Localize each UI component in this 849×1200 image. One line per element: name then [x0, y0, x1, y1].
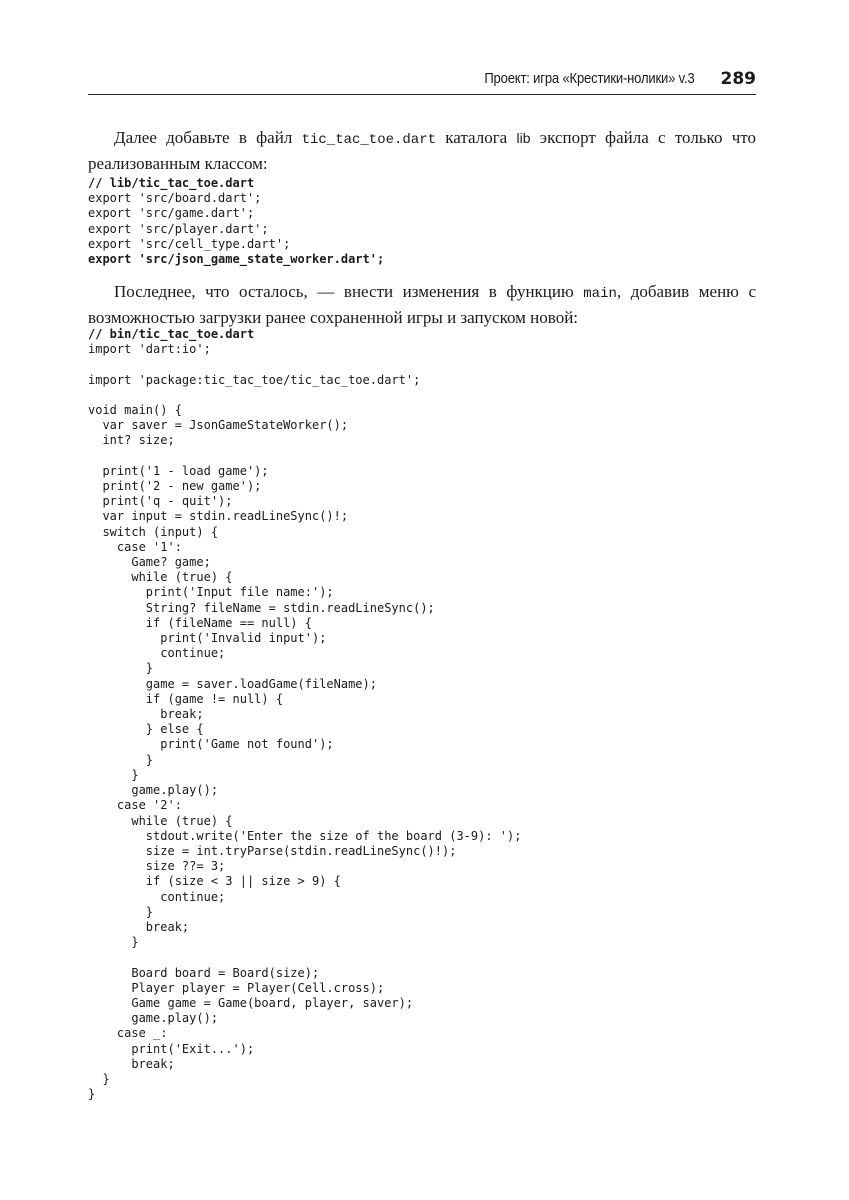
code-line: var saver = JsonGameStateWorker(); [88, 418, 349, 433]
code-line: Game? game; [88, 555, 211, 570]
code-line: switch (input) { [88, 524, 219, 539]
code-line: export 'src/player.dart'; [88, 221, 269, 236]
code-line: Player player = Player(Cell.cross); [88, 980, 385, 995]
code-line: } [88, 752, 154, 767]
paragraph-main-intro [88, 280, 756, 329]
paragraph-text: Последнее, что осталось, — внести изменения в функцию [114, 282, 584, 301]
code-line: import 'package:tic_tac_toe/tic_tac_toe.dart'; [88, 372, 421, 387]
code-line: export 'src/cell_type.dart'; [88, 236, 291, 251]
code-line: } [88, 1071, 110, 1086]
code-line: continue; [88, 889, 226, 904]
running-header [88, 64, 756, 95]
code-line: size ??= 3; [88, 859, 226, 874]
code-line: if (game != null) { [88, 691, 284, 706]
code-line: } [88, 904, 154, 919]
paragraph-text: каталога [436, 128, 517, 147]
page-number: 289 [720, 69, 756, 89]
code-line: } [88, 1087, 96, 1102]
inline-code-filename: tic_tac_toe.dart [301, 132, 437, 148]
code-line: case _: [88, 1026, 168, 1041]
code-line: void main() { [88, 403, 182, 418]
code-line: while (true) { [88, 813, 233, 828]
paragraph-text: , добавив меню с возможностью загрузки ранее сохраненной игры и запуском новой: [88, 282, 756, 327]
code-line: while (true) { [88, 570, 233, 585]
code-line: // lib/tic_tac_toe.dart [88, 176, 255, 190]
code-line: break; [88, 919, 190, 934]
code-line: break; [88, 1056, 175, 1071]
code-line: case '2': [88, 798, 182, 813]
code-line: print('Game not found'); [88, 737, 334, 752]
code-line: var input = stdin.readLineSync()!; [88, 509, 349, 524]
running-title: Проект: игра «Крестики-нолики» v.3 [484, 71, 695, 87]
inline-code-main: main [583, 286, 617, 302]
code-line: game.play(); [88, 783, 219, 798]
code-line: } [88, 661, 154, 676]
code-line: game = saver.loadGame(fileName); [88, 676, 377, 691]
code-line: break; [88, 707, 204, 722]
code-line: print('2 - new game'); [88, 479, 262, 494]
code-line: int? size; [88, 433, 175, 448]
code-line: case '1': [88, 539, 182, 554]
paragraph-text: экспорт файла с только что реализованным классом: [88, 128, 756, 173]
code-listing-main [88, 327, 521, 1102]
code-line: if (fileName == null) { [88, 615, 312, 630]
code-line: export 'src/json_game_state_worker.dart'; [88, 252, 385, 267]
code-line: print('Exit...'); [88, 1041, 255, 1056]
code-line: Board board = Board(size); [88, 965, 320, 980]
code-line: export 'src/board.dart'; [88, 191, 262, 206]
code-line: } else { [88, 722, 204, 737]
code-line: print('1 - load game'); [88, 463, 269, 478]
code-line: continue; [88, 646, 226, 661]
code-line: size = int.tryParse(stdin.readLineSync()!); [88, 843, 457, 858]
code-line: String? fileName = stdin.readLineSync(); [88, 600, 435, 615]
code-line: Game game = Game(board, player, saver); [88, 995, 414, 1010]
code-listing-lib-exports [88, 176, 384, 267]
code-line: if (size < 3 || size > 9) { [88, 874, 341, 889]
inline-dir-name: lib [516, 130, 531, 146]
paragraph-export-intro [88, 126, 756, 175]
code-line: } [88, 767, 139, 782]
code-line: stdout.write('Enter the size of the board (3-9): '); [88, 828, 522, 843]
code-line: game.play(); [88, 1011, 219, 1026]
code-line: export 'src/game.dart'; [88, 206, 255, 221]
code-line: } [88, 935, 139, 950]
code-line: import 'dart:io'; [88, 342, 211, 357]
code-line: print('Invalid input'); [88, 631, 327, 646]
code-line: print('Input file name:'); [88, 585, 334, 600]
code-line: print('q - quit'); [88, 494, 233, 509]
code-line: // bin/tic_tac_toe.dart [88, 327, 255, 341]
paragraph-text: Далее добавьте в файл [114, 128, 302, 147]
